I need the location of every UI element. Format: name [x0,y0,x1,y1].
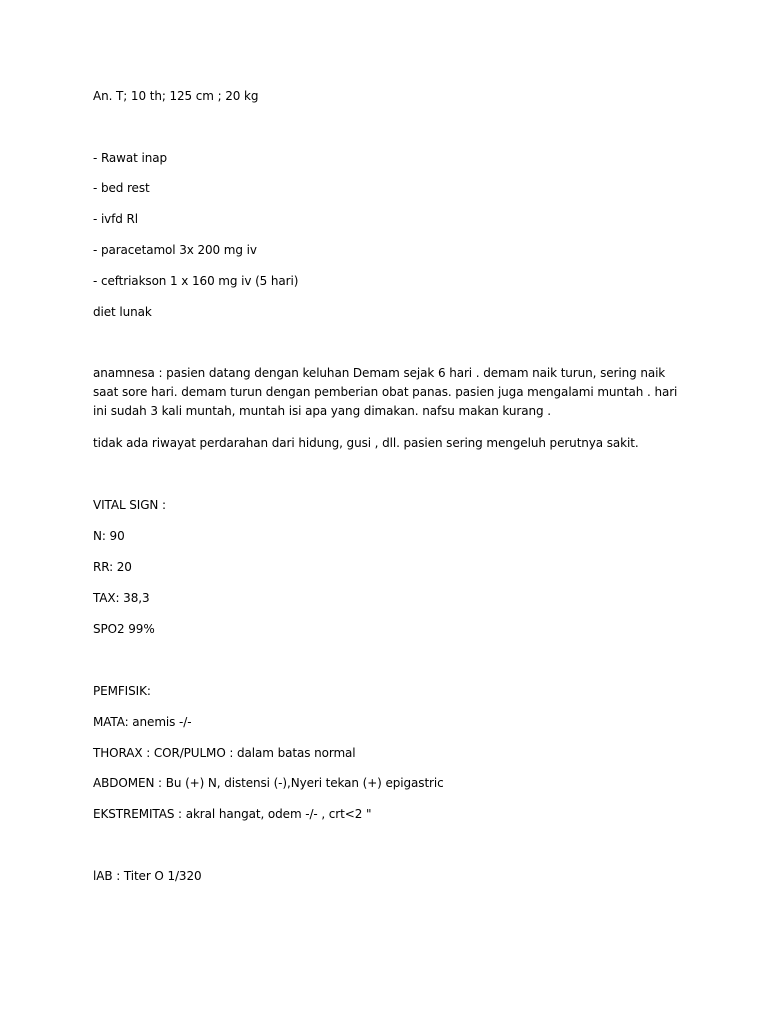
vital-rr: RR: 20 [93,560,132,574]
plan-item: - ceftriakson 1 x 160 mg iv (5 hari) [93,274,299,288]
plan-item: - paracetamol 3x 200 mg iv [93,243,257,257]
vital-tax: TAX: 38,3 [93,591,150,605]
plan-item: - ivfd Rl [93,212,139,226]
exam-mata: MATA: anemis -/- [93,715,192,729]
vital-spo2: SPO2 99% [93,622,155,636]
lab-result: lAB : Titer O 1/320 [93,869,202,883]
exam-ekstremitas: EKSTREMITAS : akral hangat, odem -/- , crt<2 " [93,807,372,821]
pemfisik-heading: PEMFISIK: [93,684,151,698]
exam-thorax: THORAX : COR/PULMO : dalam batas normal [93,746,356,760]
vital-n: N: 90 [93,529,125,543]
plan-item: - bed rest [93,181,150,195]
riwayat-paragraph: tidak ada riwayat perdarahan dari hidung, gusi , dll. pasien sering mengeluh perutnya sakit. [93,436,639,450]
plan-item: - Rawat inap [93,151,167,165]
diet-line: diet lunak [93,305,152,319]
anamnesa-paragraph: anamnesa : pasien datang dengan keluhan Demam sejak 6 hari . demam naik turun, sering naik saat sore hari. demam turun dengan pemberian obat panas. pasien juga mengalami muntah . hari ini sudah 3 kali muntah, muntah isi apa yang dimakan. nafsu makan kurang . [93,366,678,418]
exam-abdomen: ABDOMEN : Bu (+) N, distensi (-),Nyeri tekan (+) epigastric [93,776,444,790]
vital-sign-heading: VITAL SIGN : [93,498,166,512]
patient-info: An. T; 10 th; 125 cm ; 20 kg [93,89,259,103]
